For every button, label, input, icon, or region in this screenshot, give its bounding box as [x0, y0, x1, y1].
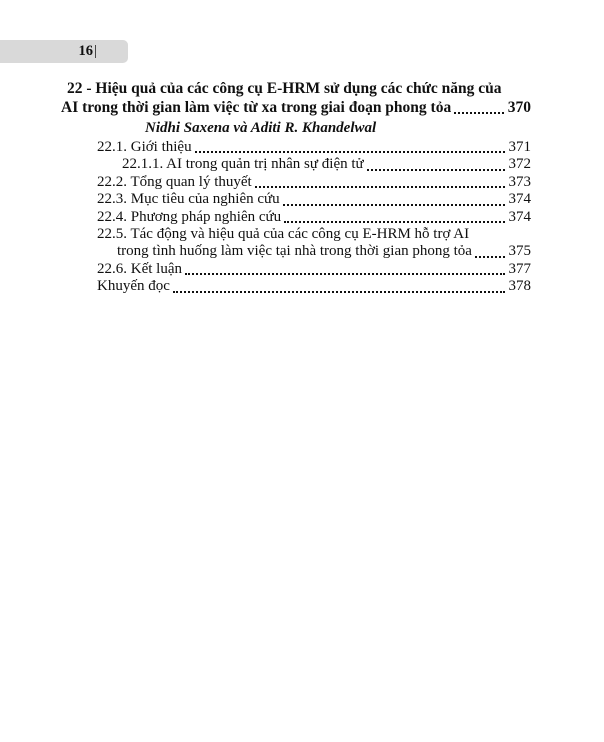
- toc-entry-label: 22.1.1. AI trong quản trị nhân sự điện tử: [122, 156, 364, 173]
- dot-leader: [195, 139, 505, 153]
- toc-entry-page: 374: [508, 191, 531, 208]
- toc-entry-22-1-1: [61, 156, 531, 173]
- toc-entry-page: 371: [508, 139, 531, 155]
- dot-leader: [454, 99, 504, 115]
- running-head-bar: [0, 40, 128, 63]
- toc-entry-page: 377: [508, 260, 531, 277]
- chapter-page-number: 370: [507, 98, 531, 116]
- toc-entry-22-1: [61, 139, 531, 156]
- toc-entry-22-5-line2: [61, 243, 531, 260]
- chapter-title-line2-text: AI trong thời gian làm việc từ xa trong giai đoạn phong tỏa: [61, 98, 452, 116]
- dot-leader: [255, 174, 505, 188]
- dot-leader: [367, 156, 505, 170]
- toc-entry-label: 22.4. Phương pháp nghiên cứu: [97, 208, 282, 225]
- dot-leader: [475, 243, 505, 257]
- toc-entry-label: 22.1. Giới thiệu: [97, 139, 192, 155]
- dot-leader: [283, 191, 505, 205]
- chapter-title: [61, 80, 531, 117]
- dot-leader: [185, 261, 505, 275]
- table-of-contents: [61, 80, 531, 296]
- toc-entry-label: Khuyến đọc: [97, 278, 170, 295]
- toc-entry-page: 373: [508, 173, 531, 190]
- chapter-authors: Nidhi Saxena và Aditi R. Khandelwal: [145, 120, 377, 136]
- toc-entry-page: 378: [508, 278, 531, 295]
- toc-entry-label: 22.6. Kết luận: [97, 260, 182, 277]
- toc-entry-label: trong tình huống làm việc tại nhà trong thời gian phong tỏa: [117, 243, 472, 260]
- toc-entry-label: 22.5. Tác động và hiệu quả của các công cụ E-HRM hỗ trợ AI: [97, 226, 470, 243]
- toc-entry-22-3: [61, 191, 531, 208]
- toc-entry-label: 22.2. Tổng quan lý thuyết: [97, 173, 252, 190]
- toc-entry-22-6: [61, 261, 531, 278]
- toc-entry-page: 372: [508, 156, 531, 173]
- toc-entry-khuyen-doc: [61, 278, 531, 295]
- page-number: 16: [78, 43, 93, 60]
- dot-leader: [284, 209, 504, 223]
- chapter-title-line1: 22 - Hiệu quả của các công cụ E-HRM sử dụng các chức năng của: [67, 80, 502, 97]
- toc-entry-page: 374: [508, 208, 531, 225]
- toc-entry-page: 375: [508, 243, 531, 260]
- dot-leader: [173, 278, 505, 292]
- toc-entry-label: 22.3. Mục tiêu của nghiên cứu: [97, 191, 280, 208]
- page-number-divider: |: [93, 43, 97, 59]
- toc-entry-22-4: [61, 209, 531, 226]
- chapter-title-line2: [61, 99, 531, 118]
- toc-entry-22-2: [61, 174, 531, 191]
- toc-entry-22-5-line1: [61, 226, 531, 243]
- toc-entries: [61, 139, 531, 296]
